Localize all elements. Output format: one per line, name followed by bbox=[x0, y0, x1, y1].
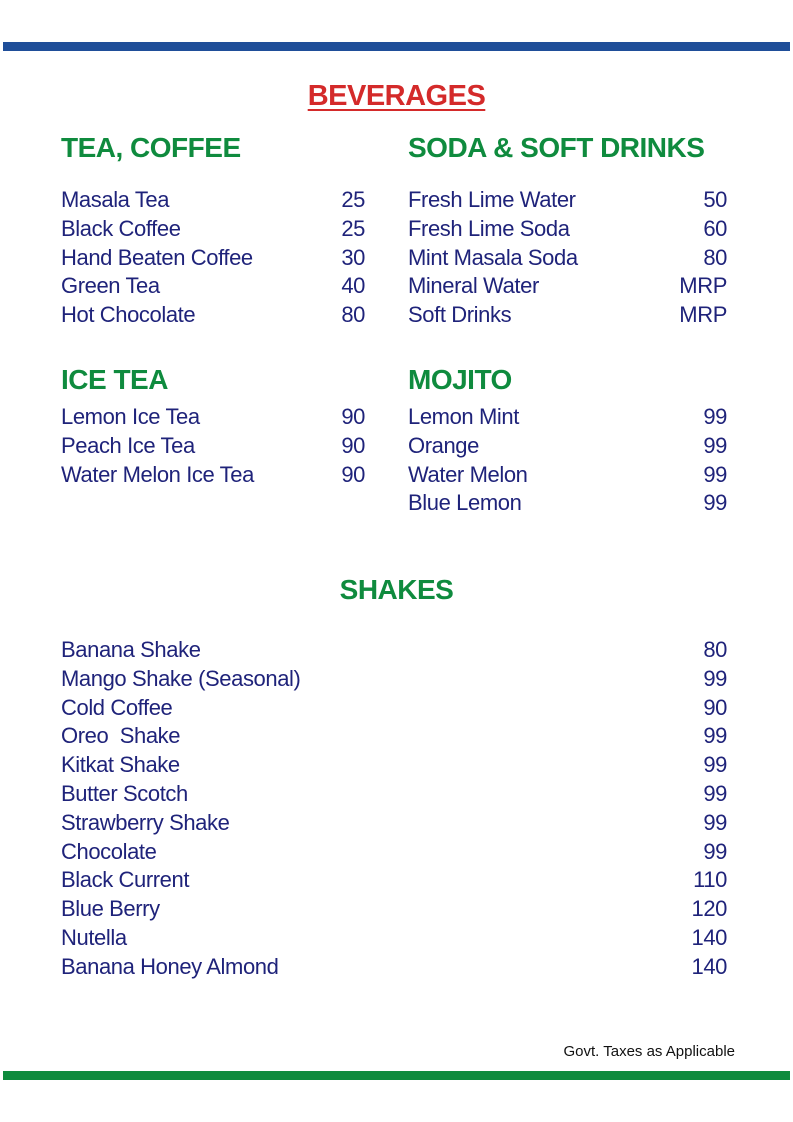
item-name: Soft Drinks bbox=[408, 302, 512, 328]
item-name: Strawberry Shake bbox=[61, 809, 230, 835]
list-item bbox=[61, 751, 727, 780]
item-name: Blue Lemon bbox=[408, 490, 522, 516]
list-item bbox=[61, 895, 727, 924]
item-price: 25 bbox=[341, 187, 365, 212]
list-item bbox=[61, 432, 365, 461]
shakes-list bbox=[61, 636, 727, 982]
list-item bbox=[61, 694, 727, 723]
item-price: 110 bbox=[693, 867, 727, 893]
item-name: Lemon Ice Tea bbox=[61, 404, 200, 429]
item-price: 90 bbox=[341, 404, 365, 429]
soda-list bbox=[408, 186, 727, 330]
item-price: 40 bbox=[341, 273, 365, 299]
item-price: MRP bbox=[679, 273, 727, 299]
list-item bbox=[61, 403, 365, 432]
item-price: 99 bbox=[703, 432, 727, 458]
item-price: 80 bbox=[341, 302, 365, 328]
list-item bbox=[61, 186, 365, 215]
item-name: Peach Ice Tea bbox=[61, 432, 195, 458]
list-item bbox=[61, 215, 365, 244]
list-item bbox=[61, 301, 365, 330]
item-price: 99 bbox=[703, 809, 727, 835]
top-divider-bar bbox=[3, 42, 790, 51]
list-item bbox=[61, 665, 727, 694]
tea-coffee-list bbox=[61, 186, 365, 330]
item-price: 90 bbox=[341, 461, 365, 487]
bottom-divider-bar bbox=[3, 1071, 790, 1080]
item-name: Lemon Mint bbox=[408, 404, 519, 429]
ice-tea-heading: ICE TEA bbox=[61, 364, 168, 395]
list-item bbox=[61, 780, 727, 809]
item-name: Butter Scotch bbox=[61, 780, 188, 806]
item-name: Banana Shake bbox=[61, 637, 201, 662]
item-price: 30 bbox=[341, 244, 365, 270]
item-name: Masala Tea bbox=[61, 187, 170, 212]
item-name: Chocolate bbox=[61, 838, 157, 864]
list-item bbox=[408, 272, 727, 301]
list-item bbox=[408, 186, 727, 215]
soda-heading: SODA & SOFT DRINKS bbox=[408, 132, 705, 163]
item-price: 99 bbox=[703, 461, 727, 487]
tea-coffee-heading: TEA, COFFEE bbox=[61, 132, 241, 163]
item-price: 99 bbox=[703, 490, 727, 516]
shakes-heading: SHAKES bbox=[339, 574, 454, 605]
item-name: Kitkat Shake bbox=[61, 752, 180, 778]
item-name: Fresh Lime Water bbox=[408, 187, 576, 212]
item-price: 99 bbox=[703, 404, 727, 429]
item-name: Hand Beaten Coffee bbox=[61, 244, 253, 270]
item-price: 99 bbox=[703, 838, 727, 864]
item-name: Green Tea bbox=[61, 273, 160, 299]
item-name: Black Coffee bbox=[61, 215, 181, 241]
item-name: Nutella bbox=[61, 924, 127, 950]
item-price: 90 bbox=[341, 432, 365, 458]
list-item bbox=[61, 924, 727, 953]
item-price: 140 bbox=[691, 924, 727, 950]
item-name: Banana Honey Almond bbox=[61, 953, 279, 979]
list-item bbox=[61, 244, 365, 273]
list-item bbox=[61, 809, 727, 838]
mojito-heading: MOJITO bbox=[408, 364, 512, 395]
item-price: 99 bbox=[703, 665, 727, 691]
item-price: 80 bbox=[703, 637, 727, 662]
list-item bbox=[408, 301, 727, 330]
item-name: Blue Berry bbox=[61, 896, 160, 922]
list-item bbox=[408, 215, 727, 244]
tax-note: Govt. Taxes as Applicable bbox=[563, 1043, 735, 1060]
item-price: 99 bbox=[703, 780, 727, 806]
item-price: 99 bbox=[703, 723, 727, 749]
item-name: Hot Chocolate bbox=[61, 302, 196, 328]
item-name: Cold Coffee bbox=[61, 694, 173, 720]
item-price: 60 bbox=[703, 215, 727, 241]
list-item bbox=[61, 866, 727, 895]
item-price: 80 bbox=[703, 244, 727, 270]
list-item bbox=[61, 953, 727, 982]
item-name: Orange bbox=[408, 432, 479, 458]
list-item bbox=[61, 838, 727, 867]
item-name: Water Melon bbox=[408, 461, 528, 487]
item-price: 99 bbox=[703, 752, 727, 778]
list-item bbox=[408, 403, 727, 432]
item-name: Mineral Water bbox=[408, 273, 539, 299]
page-title: BEVERAGES bbox=[307, 80, 486, 112]
list-item bbox=[61, 722, 727, 751]
item-name: Oreo Shake bbox=[61, 723, 181, 749]
item-price: MRP bbox=[679, 302, 727, 328]
item-price: 120 bbox=[691, 896, 727, 922]
item-price: 25 bbox=[341, 215, 365, 241]
item-price: 50 bbox=[703, 187, 727, 212]
item-name: Mint Masala Soda bbox=[408, 244, 578, 270]
item-name: Black Current bbox=[61, 867, 190, 893]
list-item bbox=[61, 636, 727, 665]
item-price: 140 bbox=[691, 953, 727, 979]
item-name: Fresh Lime Soda bbox=[408, 215, 570, 241]
list-item bbox=[408, 489, 727, 518]
item-name: Mango Shake (Seasonal) bbox=[61, 665, 301, 691]
ice-tea-list bbox=[61, 403, 365, 489]
mojito-list bbox=[408, 403, 727, 518]
item-name: Water Melon Ice Tea bbox=[61, 461, 254, 487]
list-item bbox=[408, 244, 727, 273]
list-item bbox=[408, 432, 727, 461]
item-price: 90 bbox=[703, 694, 727, 720]
list-item bbox=[61, 272, 365, 301]
list-item bbox=[61, 461, 365, 490]
list-item bbox=[408, 461, 727, 490]
